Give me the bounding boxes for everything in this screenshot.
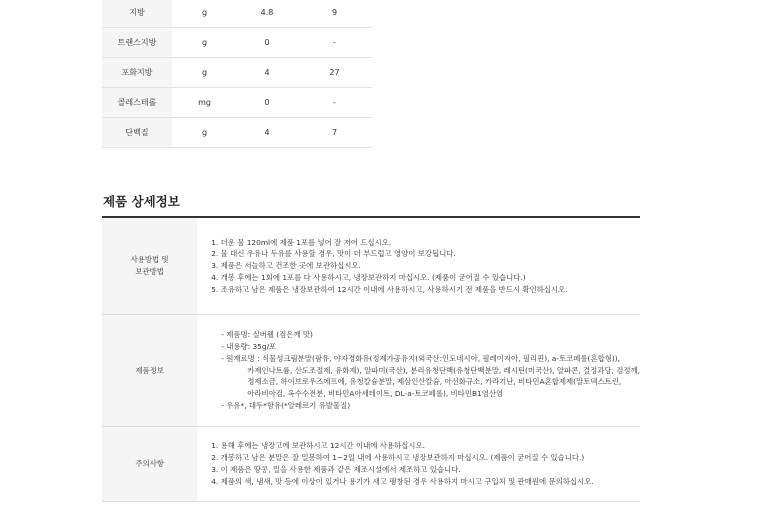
nutrient-unit: g: [172, 58, 237, 88]
product-info-label: 제품정보: [102, 315, 197, 427]
nutrient-amount: 0: [237, 28, 297, 58]
nutrient-percent: -: [297, 88, 372, 118]
product-volume-item: - 내용량: 35g/포: [221, 342, 277, 351]
section-title: 제품 상세정보: [103, 194, 180, 209]
nutrient-percent: 7: [297, 118, 372, 148]
caution-line: 1. 용해 후에는 냉장고에 보관하시고 12시간 이내에 사용하십시오.: [211, 441, 425, 451]
table-row: [102, 218, 640, 315]
ingredients-line: 카제인나트륨, 산도조절제, 유화제), 알파미(국산), 분리유청단백(유청단백분말, 레시틴(미국산), 알파콘, 결정과당, 검정깨,: [247, 365, 640, 375]
nutrient-name: 트랜스지방: [102, 28, 172, 58]
table-row: [102, 315, 640, 427]
table-row: [102, 0, 372, 28]
usage-label: [102, 218, 197, 315]
usage-line: 5. 조유하고 남은 제품은 냉장보관하여 12시간 이내에 사용하시고, 사용하시기 전 제품을 반드시 확인하십시오.: [211, 284, 568, 294]
nutrient-amount: 4: [237, 58, 297, 88]
ingredients-line: 아라비아검, 옥수수전분, 비타민A아세테이트, DL-a-토코페롤), 비타민B1염산염: [247, 389, 504, 399]
nutrition-table: [102, 0, 372, 148]
caution-content: [197, 427, 640, 502]
usage-line: 2. 물 대신 우유나 두유를 사용할 경우, 맛이 더 부드럽고 영양이 보강됩니다.: [211, 249, 456, 259]
product-detail-table: [102, 218, 640, 502]
table-row: [102, 118, 372, 148]
nutrient-unit: g: [172, 0, 237, 28]
nutrient-amount: 4.8: [237, 0, 297, 28]
ingredients-line: 정제소금, 하이브로우즈에프에, 유청칼슘분말, 제삼인산칼슘, 아선화규소, 카라기난, 비타민A혼합제제(말토덱스트린,: [247, 377, 622, 387]
usage-label-line1: 사용방법 및: [130, 255, 169, 264]
nutrient-unit: g: [172, 118, 237, 148]
nutrient-unit: g: [172, 28, 237, 58]
product-info-content: [197, 315, 640, 427]
nutrient-unit: mg: [172, 88, 237, 118]
usage-line: 3. 제품은 서늘하고 건조한 곳에 보관하십시오.: [211, 261, 361, 271]
nutrient-percent: -: [297, 28, 372, 58]
ingredients-item: - 원재료명 : 식물성크림분말(팜유, 야자경화유(정제가공유지(외국산:인도네시아, 필레이지아, 필리핀), a-토코페롤(혼합형)),: [221, 353, 620, 363]
nutrient-name: 지방: [102, 0, 172, 28]
usage-content: [197, 218, 640, 315]
table-row: [102, 58, 372, 88]
product-name-item: - 제품명: 실버웰 (검은깨 맛): [221, 330, 313, 340]
nutrient-percent: 9: [297, 0, 372, 28]
nutrient-name: 콜레스테롤: [102, 88, 172, 118]
table-row: [102, 28, 372, 58]
caution-line: 4. 제품의 색, 냄새, 맛 등에 이상이 있거나 용기가 새고 팽창된 경우 사용하지 마시고 구입처 및 판매원에 문의하십시오.: [211, 476, 594, 486]
nutrient-amount: 4: [237, 118, 297, 148]
caution-line: 3. 이 제품은 땅콩, 밀을 사용한 제품과 같은 제조시설에서 제조하고 있습니다.: [211, 465, 461, 474]
nutrient-name: 단백질: [102, 118, 172, 148]
nutrient-name: 포화지방: [102, 58, 172, 88]
nutrient-amount: 0: [237, 88, 297, 118]
table-row: [102, 427, 640, 502]
usage-label-line2: 보관방법: [135, 267, 164, 276]
usage-line: 4. 개봉 후에는 1회에 1포를 다 사용하시고, 냉장보관하지 마십시오. (제품이 굳어질 수 있습니다.): [211, 272, 526, 282]
table-row: [102, 88, 372, 118]
caution-label: 주의사항: [102, 427, 197, 502]
allergen-item: - 우유*, 대두*함유(*알레르기 유발물질): [221, 400, 351, 410]
usage-line: 1. 더운 물 120ml에 제품 1포를 넣어 잘 저어 드십시오.: [211, 237, 392, 247]
caution-line: 2. 개봉하고 남은 분말은 잘 밀봉하여 1~2일 내에 사용하시고 냉장보관하지 마십시오. (제품이 굳어질 수 있습니다.): [211, 453, 585, 463]
nutrient-percent: 27: [297, 58, 372, 88]
